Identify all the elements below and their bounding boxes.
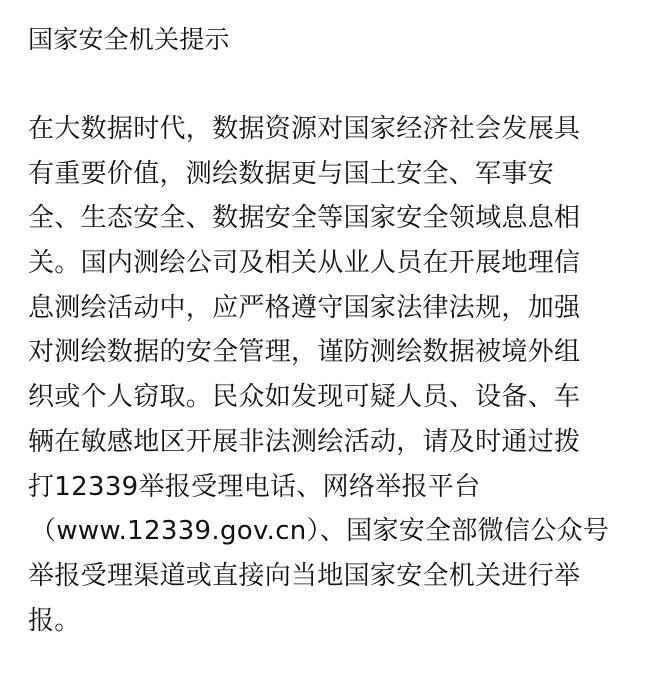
body-line: 有重要价值，测绘数据更与国土安全、军事安 [28, 158, 555, 189]
body-line: 举报受理渠道或直接向当地国家安全机关进行举 [28, 560, 581, 591]
document-body [28, 107, 638, 643]
body-line: 全、生态安全、数据安全等国家安全领域息息相 [28, 203, 581, 234]
body-line: 息测绘活动中，应严格遵守国家法律法规，加强 [28, 292, 581, 323]
body-line: 织或个人窃取。民众如发现可疑人员、设备、车 [28, 382, 581, 413]
body-line: 打12339举报受理电话、网络举报平台 [28, 471, 481, 502]
document-title: 国家安全机关提示 [28, 25, 230, 54]
body-line: 关。国内测绘公司及相关从业人员在开展地理信 [28, 248, 581, 279]
body-line: 报。 [28, 605, 81, 636]
body-line: （www.12339.gov.cn）、国家安全部微信公众号 [30, 516, 610, 547]
body-line: 在大数据时代，数据资源对国家经济社会发展具 [28, 114, 581, 144]
body-line: 辆在敏感地区开展非法测绘活动，请及时通过拨 [28, 426, 581, 457]
body-line: 对测绘数据的安全管理，谨防测绘数据被境外组 [28, 337, 581, 368]
